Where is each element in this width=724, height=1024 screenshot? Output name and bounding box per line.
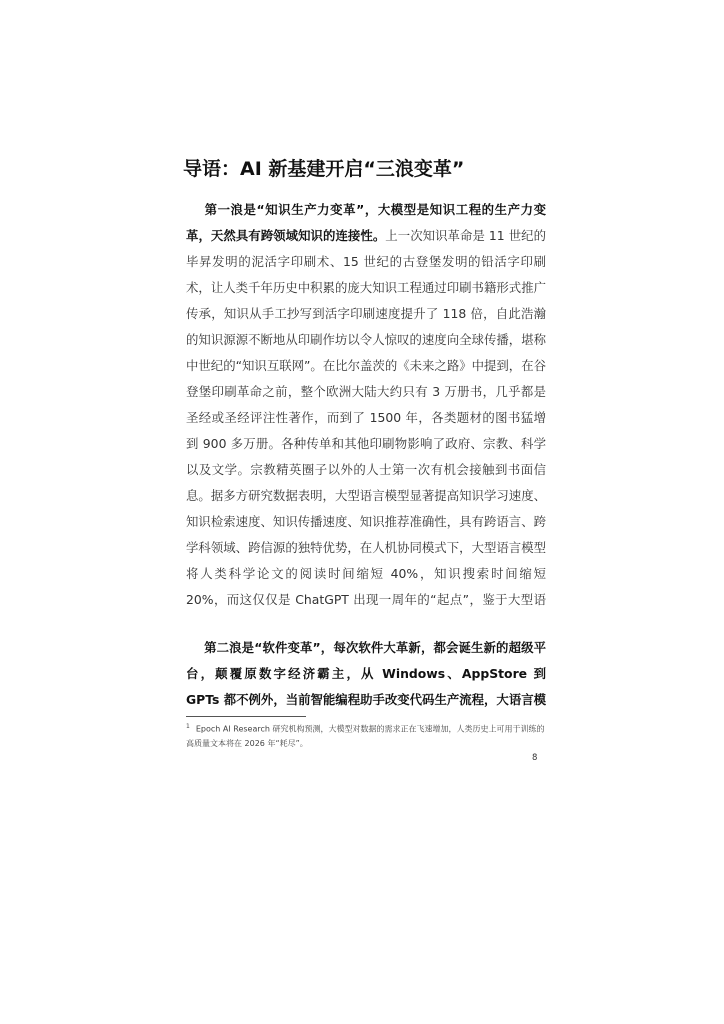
paragraph-first-wave [186,197,546,617]
paragraph-bold-text: 第二浪是“软件变革”，每次软件大革新，都会诞生新的超级平台，颠覆原数字经济霸主，从 Windows、AppStore 到 GPTs 都不例外，当前智能编程助手改变代码生产流程，大语言模 [186,640,546,707]
paragraph-second-wave [186,635,546,715]
footnote-text: Epoch AI Research 研究机构预测，大模型对数据的需求正在飞速增加，人类历史上可用于训练的高质量文本将在 2026 年“耗尽”。 [186,724,545,748]
paragraph-body-text: 上一次知识革命是 11 世纪的毕昇发明的泥活字印刷术、15 世纪的古登堡发明的铅活字印刷术，让人类千年历史中积累的庞大知识工程通过印刷书籍形式推广传承，知识从手工抄写到活字印刷速度提升了 118 倍，自此浩瀚的知识源源不断地从印刷作坊以令人惊叹的速度向全球传播，堪称中世纪的“知识互联网”。在比尔盖茨的《未来之路》中提到，在谷登堡印刷革命之前，整个欧洲大陆大约只有 3 万册书，几乎都是圣经或圣经评注性著作，而到了 1500 年，各类题材的图书猛增到 900 多万册。各种传单和其他印刷物影响了政府、宗教、科学以及文学。宗教精英圈子以外的人士第一次有机会接触到书面信息。据多方研究数据表明，大型语言模型显著提高知识学习速度、知识检索速度、知识传播速度、知识推荐准确性，具有跨语言、跨学科领域、跨信源的独特优势，在人机协同模式下，大型语言模型将人类科学论文的阅读时间缩短 40%，知识搜索时间缩短 20%，而这仅仅是 ChatGPT 出现一周年的“起点”，鉴于大型语 [186,228,546,607]
page-number: 8 [532,753,538,763]
paragraph-lead-bold: 第一浪是“知识生产力变革”，大模型是知识工程的生产力变革，天然具有跨领域知识的连接性。 [186,202,546,243]
footnote-number: 1 [186,723,190,730]
footnote [186,720,546,751]
footnote-divider [186,716,306,717]
page-title: 导语：AI 新基建开启“三浪变革” [183,158,465,180]
